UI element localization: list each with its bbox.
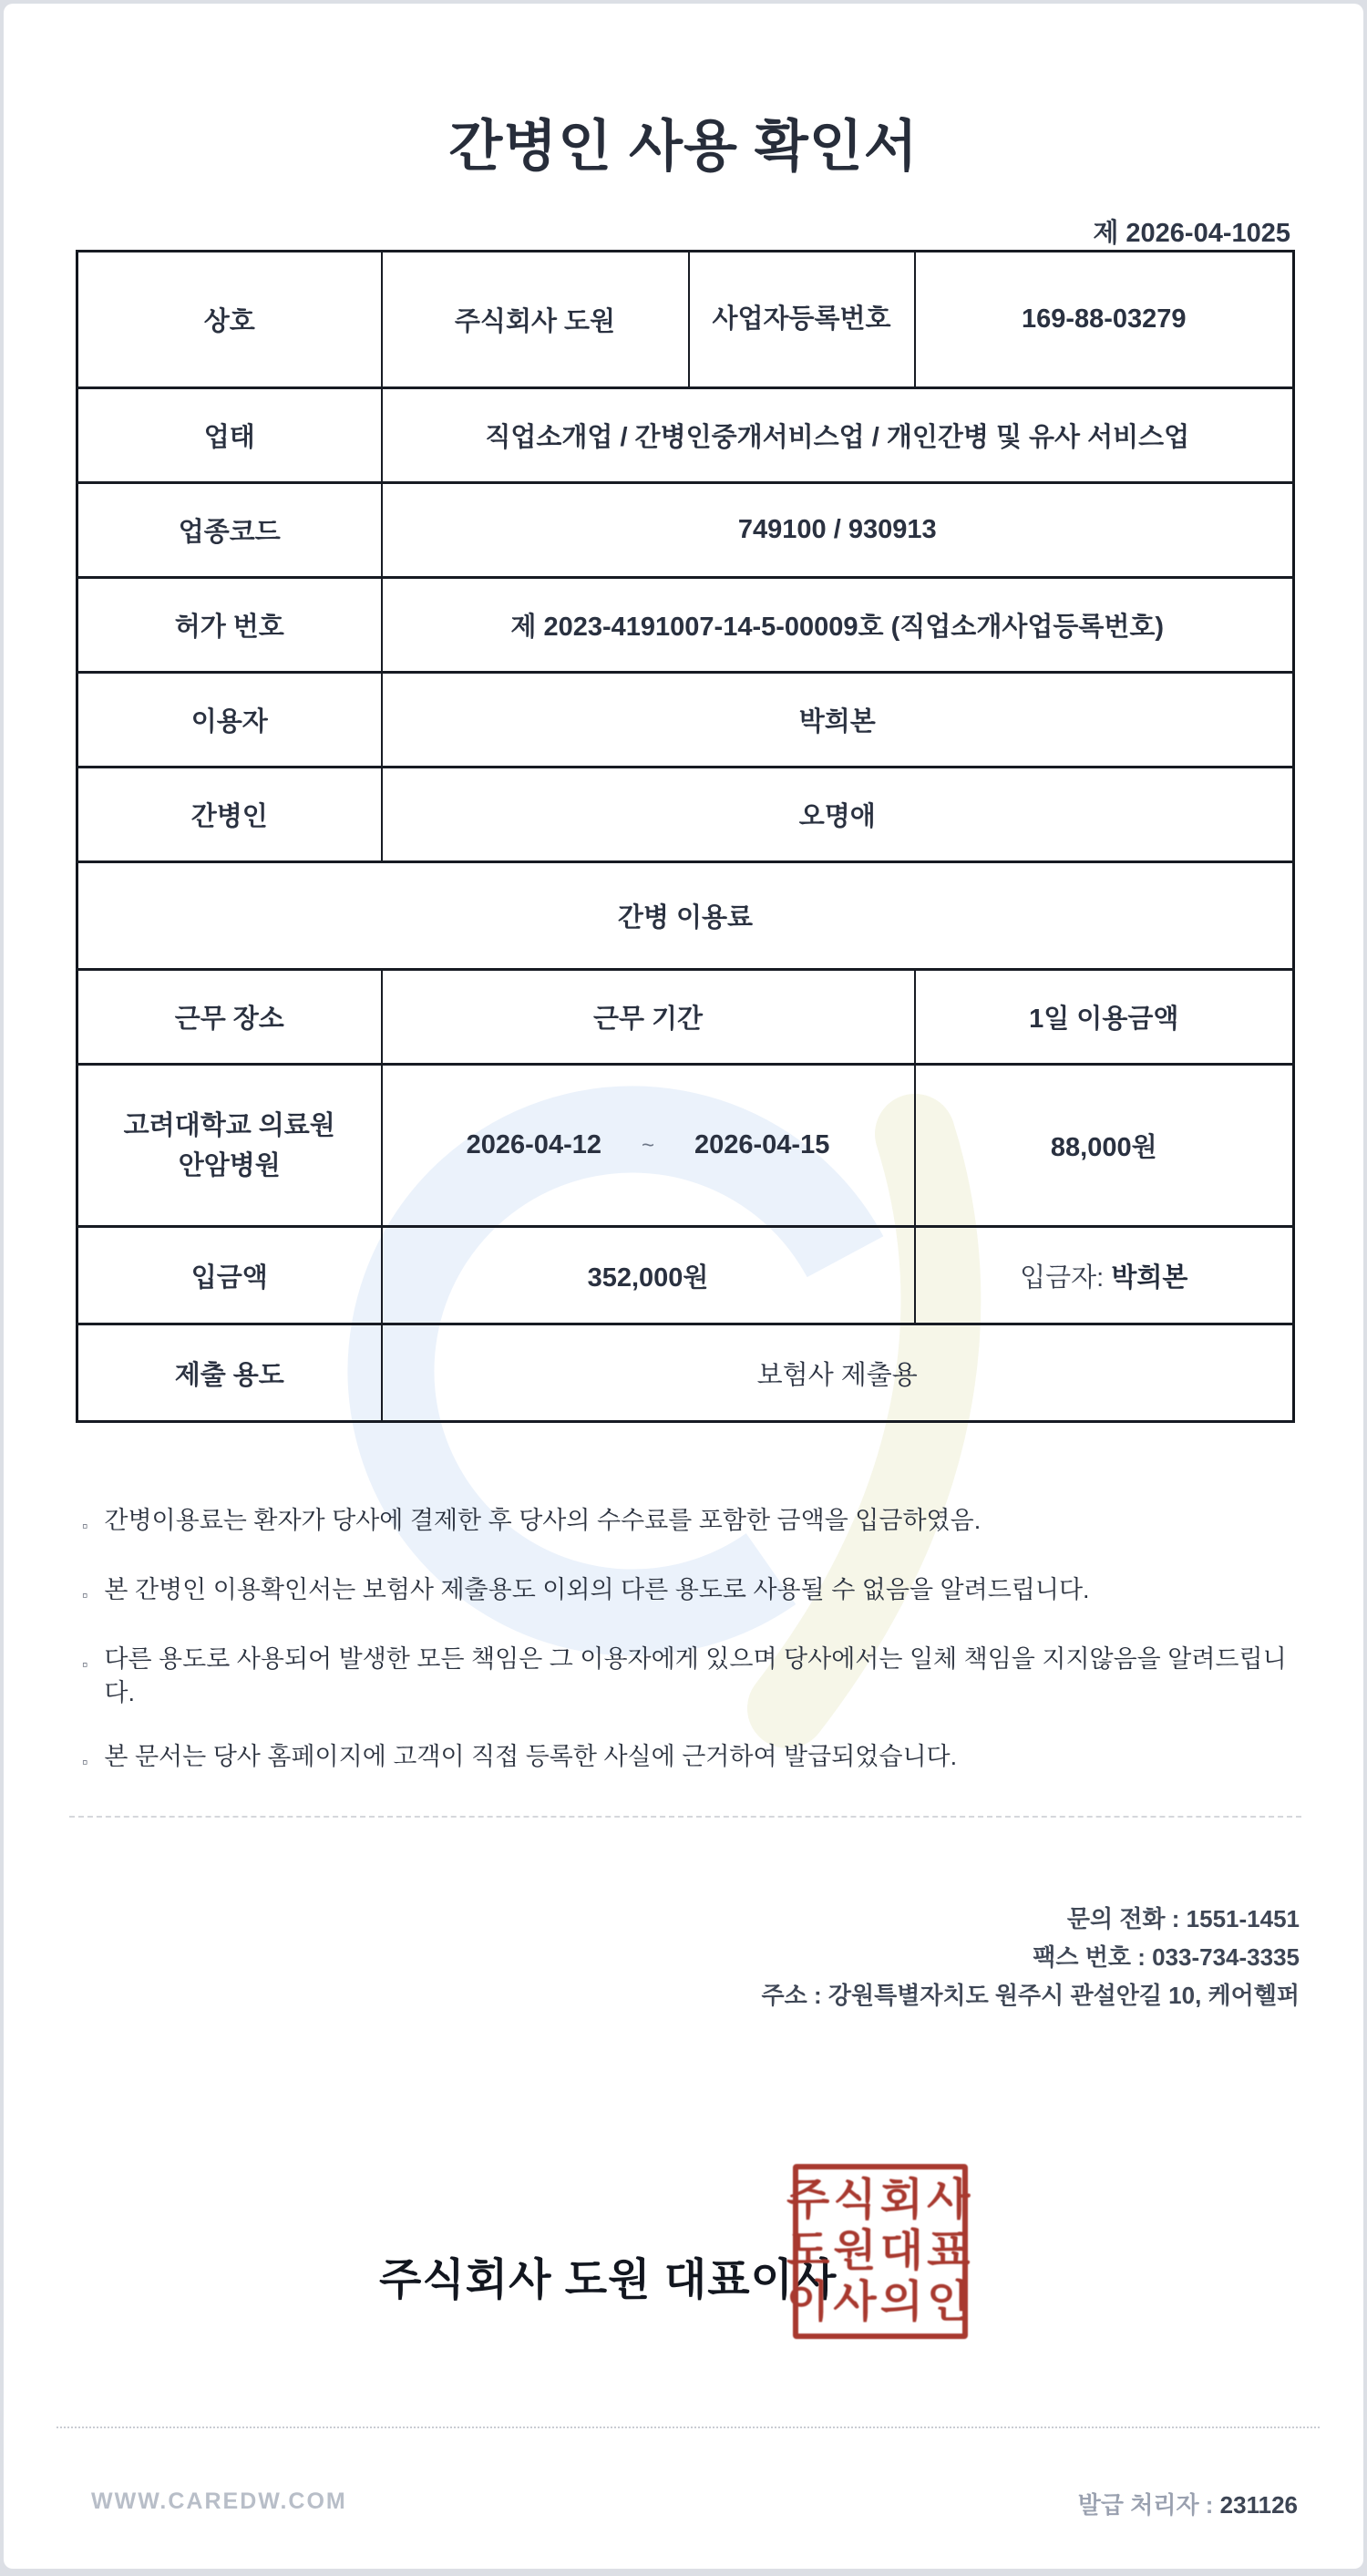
deposit-amount-value: 352,000원 [382, 1227, 915, 1324]
note-text: 다른 용도로 사용되어 발생한 모든 책임은 그 이용자에게 있으며 당사에서는 일체 책임을 지지않음을 알려드립니다. [104, 1645, 1287, 1706]
deposit-label: 입금액 [77, 1227, 382, 1324]
square-bullet-icon: ▫ [82, 1753, 88, 1771]
note-item [80, 1643, 1301, 1710]
industry-code-value: 749100 / 930913 [382, 483, 1294, 578]
user-label: 이용자 [77, 673, 382, 768]
table-row [77, 1065, 1294, 1227]
table-row [77, 578, 1294, 673]
table-row [77, 970, 1294, 1065]
table-row [77, 388, 1294, 483]
permit-number-value: 제 2023-4191007-14-5-00009호 (직업소개사업등록번호) [382, 578, 1294, 673]
fee-section-title: 간병 이용료 [77, 862, 1294, 970]
table-row [77, 252, 1294, 388]
note-text: 본 문서는 당사 홈페이지에 고객이 직접 등록한 사실에 근거하여 발급되었습니다. [104, 1743, 958, 1770]
period-end-date: 2026-04-15 [694, 1130, 830, 1159]
permit-number-label: 허가 번호 [77, 578, 382, 673]
work-place-header: 근무 장소 [77, 970, 382, 1065]
note-item [80, 1740, 1301, 1779]
contact-fax: 팩스 번호 : 033-734-3335 [1033, 1943, 1300, 1971]
work-place-value [77, 1065, 382, 1227]
note-item [80, 1504, 1301, 1543]
caregiver-label: 간병인 [77, 768, 382, 862]
work-place-line1: 고려대학교 의료원 [123, 1110, 335, 1140]
page-title: 간병인 사용 확인서 [448, 115, 919, 177]
period-start-date: 2026-04-12 [466, 1130, 601, 1159]
industry-code-label: 업종코드 [77, 483, 382, 578]
note-item [80, 1573, 1301, 1613]
dashed-divider [69, 1816, 1301, 1818]
document-number: 제 2026-04-1025 [1093, 219, 1290, 248]
table-row [77, 862, 1294, 970]
issuer-label: 발급 처리자 : [1077, 2491, 1214, 2519]
table-row [77, 768, 1294, 862]
table-row [77, 1227, 1294, 1324]
depositor-label: 입금자: [1020, 1262, 1105, 1293]
square-bullet-icon: ▫ [82, 1655, 88, 1674]
work-period-value [382, 1065, 915, 1227]
business-type-label: 업태 [77, 388, 382, 483]
purpose-label: 제출 용도 [77, 1324, 382, 1422]
corporate-seal-stamp [786, 2164, 974, 2339]
certificate-table [76, 250, 1295, 1423]
dotted-divider [57, 2427, 1320, 2428]
issuer-info [1078, 2487, 1298, 2520]
tilde-separator: ~ [641, 1132, 654, 1158]
business-type-value: 직업소개업 / 간병인중개서비스업 / 개인간병 및 유사 서비스업 [382, 388, 1294, 483]
daily-amount-value: 88,000원 [915, 1065, 1294, 1227]
depositor-name: 박희본 [1111, 1262, 1188, 1293]
user-value: 박희본 [382, 673, 1294, 768]
note-text: 간병이용료는 환자가 당사에 결제한 후 당사의 수수료를 포함한 금액을 입금하였음. [104, 1507, 982, 1534]
square-bullet-icon: ▫ [82, 1586, 88, 1604]
company-value: 주식회사 도원 [382, 252, 689, 388]
contact-phone: 문의 전화 : 1551-1451 [1066, 1905, 1300, 1932]
company-ceo-signature-line: 주식회사 도원 대표이사 [379, 2256, 838, 2304]
purpose-value: 보험사 제출용 [382, 1324, 1294, 1422]
business-reg-number-value: 169-88-03279 [915, 252, 1294, 388]
depositor-cell [915, 1227, 1294, 1324]
table-row [77, 483, 1294, 578]
seal-line: 이사의인 [786, 2278, 974, 2326]
table-row [77, 673, 1294, 768]
caregiver-value: 오명애 [382, 768, 1294, 862]
seal-line: 주식회사 [786, 2176, 974, 2224]
table-row [77, 1324, 1294, 1422]
daily-amount-header: 1일 이용금액 [915, 970, 1294, 1065]
work-place-line2: 안암병원 [178, 1150, 281, 1180]
square-bullet-icon: ▫ [82, 1517, 88, 1535]
issuer-value: 231126 [1219, 2491, 1298, 2519]
company-label: 상호 [77, 252, 382, 388]
note-text: 본 간병인 이용확인서는 보험사 제출용도 이외의 다른 용도로 사용될 수 없음을 알려드립니다. [104, 1576, 1090, 1603]
seal-line: 도원대표 [786, 2227, 974, 2275]
business-reg-number-label: 사업자등록번호 [689, 252, 915, 388]
website-url: WWW.CAREDW.COM [91, 2488, 347, 2514]
contact-block [762, 1900, 1300, 2014]
notes-list [80, 1504, 1301, 1809]
certificate-card [4, 4, 1363, 2569]
work-period-header: 근무 기간 [382, 970, 915, 1065]
contact-address: 주소 : 강원특별자치도 원주시 관설안길 10, 케어헬퍼 [761, 1982, 1300, 2009]
